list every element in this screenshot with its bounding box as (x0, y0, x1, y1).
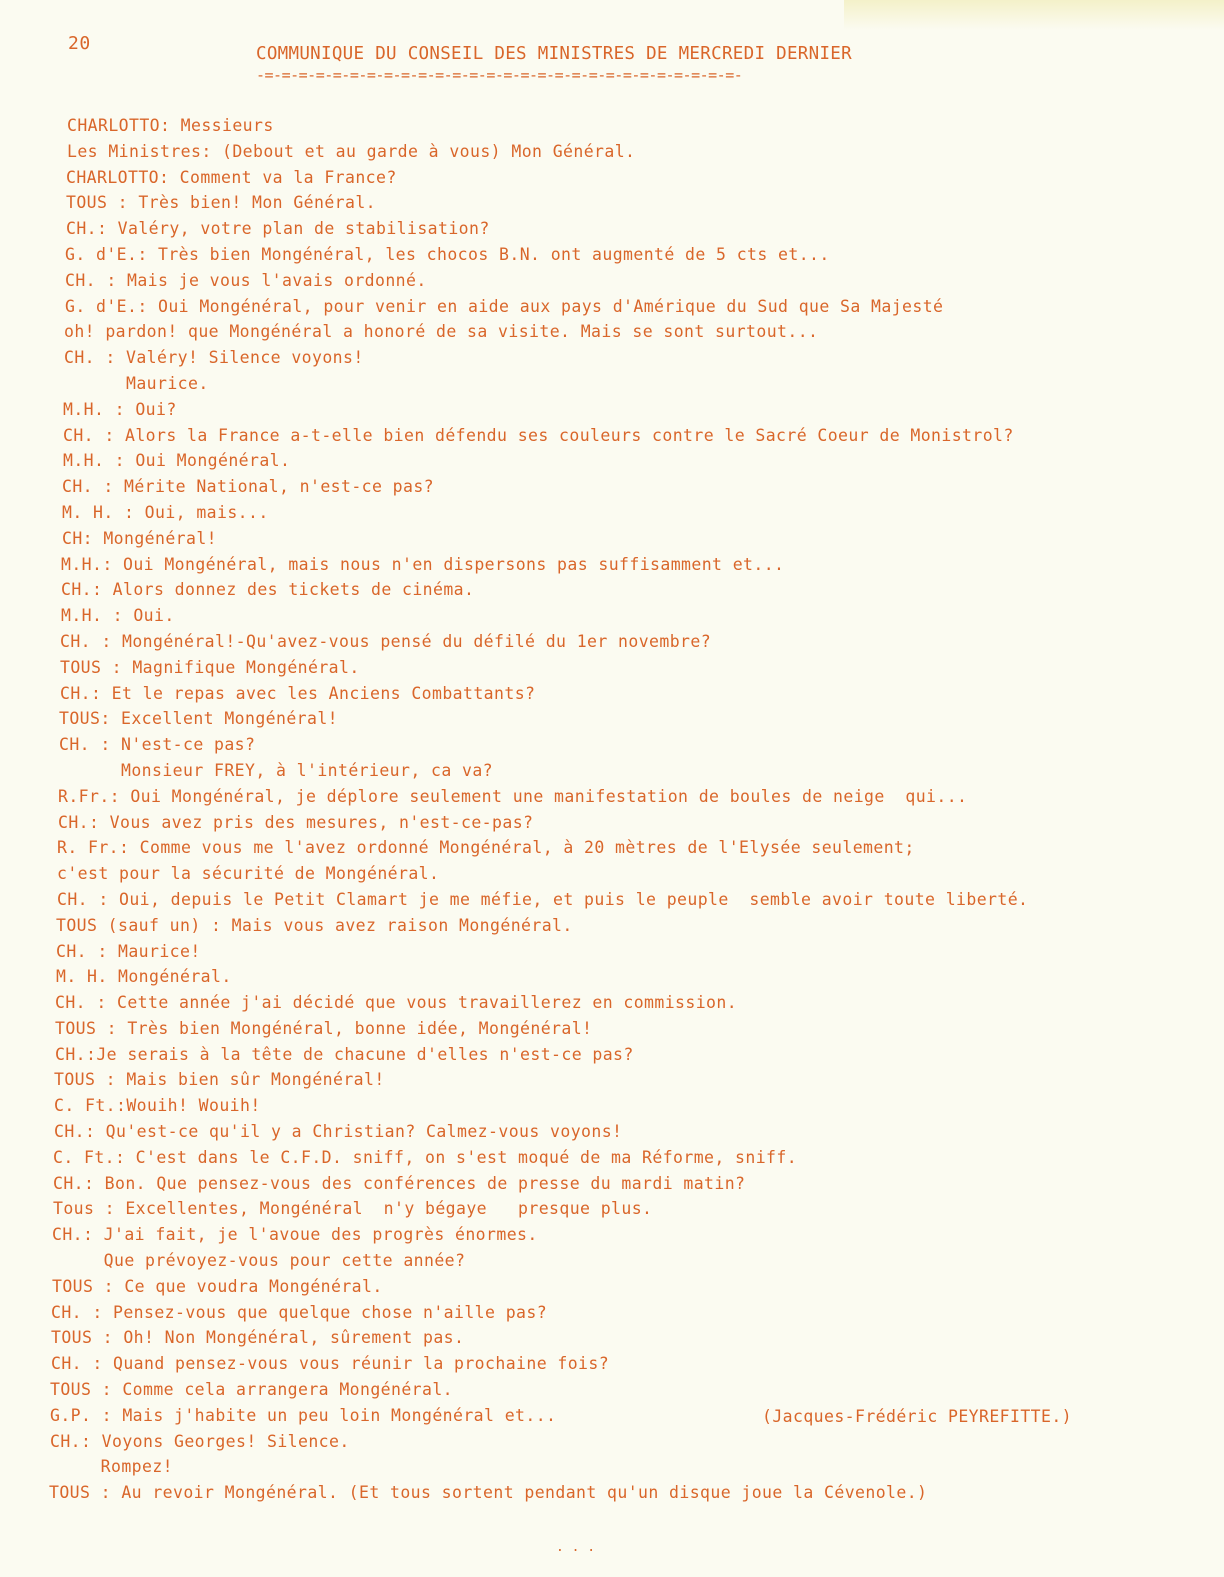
dialogue-line (0, 423, 1224, 449)
dialogue-line-text: TOUS : Très bien! Mon Général. (66, 193, 377, 213)
dialogue-line (0, 1248, 1224, 1274)
dialogue-line (0, 371, 1224, 397)
dialogue-line (0, 913, 1224, 939)
dialogue-line (0, 1196, 1224, 1222)
dialogue-line (0, 1016, 1224, 1042)
dialogue-line (0, 655, 1224, 681)
dialogue-line-text: CH.: Alors donnez des tickets de cinéma. (61, 580, 475, 600)
dialogue-line-text: M.H. : Oui Mongénéral. (63, 451, 291, 471)
dialogue-line (0, 732, 1224, 758)
dialogue-line (0, 706, 1224, 732)
dialogue-line (0, 1454, 1224, 1480)
dialogue-line-text: TOUS : Mais bien sûr Mongénéral! (54, 1070, 385, 1090)
dialogue-body (0, 113, 1224, 1506)
dialogue-line (0, 887, 1224, 913)
dialogue-line (0, 319, 1224, 345)
dialogue-line-text: CH. : Quand pensez-vous vous réunir la prochaine fois? (51, 1354, 610, 1374)
dialogue-line (0, 577, 1224, 603)
dialogue-line-text: Maurice. (64, 373, 209, 393)
dialogue-line-text: CH.:Je serais à la tête de chacune d'elles n'est-ce pas? (55, 1044, 634, 1064)
dialogue-line (0, 1480, 1224, 1506)
dialogue-line-text: CHARLOTTO: Messieurs (67, 116, 274, 135)
dialogue-line (0, 474, 1224, 500)
dialogue-line-text: M. H. : Oui, mais... (62, 502, 269, 522)
dialogue-line (0, 268, 1224, 294)
dialogue-line (0, 500, 1224, 526)
dialogue-line-text: Rompez! (49, 1457, 174, 1477)
dialogue-line (0, 448, 1224, 474)
dialogue-line-text: C. Ft.: C'est dans le C.F.D. sniff, on s'est moqué de ma Réforme, sniff. (53, 1147, 798, 1167)
dialogue-line (0, 1119, 1224, 1145)
dialogue-line-text: CH. : Mais je vous l'avais ordonné. (65, 270, 427, 290)
dialogue-line (0, 758, 1224, 784)
paper-stain (844, 0, 1224, 30)
dialogue-line-text: CH.: Vous avez pris des mesures, n'est-ce-pas? (58, 812, 534, 832)
dialogue-line (0, 1429, 1224, 1455)
dialogue-line (0, 835, 1224, 861)
dialogue-line-text: CH. : Oui, depuis le Petit Clamart je me méfie, et puis le peuple semble avoir toute liberté. (57, 889, 1029, 909)
dialogue-line (0, 1325, 1224, 1351)
dialogue-line (0, 216, 1224, 242)
dialogue-line-text: CH.: Voyons Georges! Silence. (50, 1431, 350, 1451)
dialogue-line-text: CH.: J'ai fait, je l'avoue des progrès énormes. (52, 1225, 538, 1245)
dialogue-line (0, 939, 1224, 965)
dialogue-line (0, 1300, 1224, 1326)
dialogue-line-text: TOUS : Ce que voudra Mongénéral. (52, 1276, 383, 1296)
dialogue-line (0, 603, 1224, 629)
dialogue-line-text: M.H.: Oui Mongénéral, mais nous n'en dispersons pas suffisamment et... (61, 554, 785, 574)
dialogue-line-text: CH: Mongénéral! (62, 528, 218, 548)
dialogue-line-text: TOUS : Très bien Mongénéral, bonne idée, Mongénéral! (55, 1018, 593, 1038)
dialogue-line (0, 526, 1224, 552)
dialogue-line-text: CH.: Qu'est-ce qu'il y a Christian? Calmez-vous voyons! (54, 1122, 623, 1142)
dialogue-line (0, 397, 1224, 423)
dialogue-line-text: CH. : Alors la France a-t-elle bien défendu ses couleurs contre le Sacré Coeur de Monistrol? (63, 425, 1014, 445)
page-title: COMMUNIQUE DU CONSEIL DES MINISTRES DE MERCREDI DERNIER (256, 44, 852, 64)
dialogue-line (0, 1067, 1224, 1093)
footer-mark: . . . (556, 1540, 596, 1555)
dialogue-line-text: CH. : Pensez-vous que quelque chose n'aille pas? (51, 1302, 548, 1322)
dialogue-line (0, 629, 1224, 655)
dialogue-line-text: CHARLOTTO: Comment va la France? (66, 167, 397, 187)
dialogue-line (0, 1145, 1224, 1171)
dialogue-line-text: M.H. : Oui? (63, 399, 177, 419)
dialogue-line (0, 1351, 1224, 1377)
dialogue-line-text: CH.: Bon. Que pensez-vous des conférences de presse du mardi matin? (53, 1173, 746, 1193)
dialogue-line (0, 990, 1224, 1016)
dialogue-line-text: TOUS : Au revoir Mongénéral. (Et tous sortent pendant qu'un disque joue la Cévenole.) (49, 1483, 928, 1503)
dialogue-line-text: G. d'E.: Très bien Mongénéral, les chocos B.N. ont augmenté de 5 cts et... (65, 244, 830, 264)
dialogue-line-text: R.Fr.: Oui Mongénéral, je déplore seulement une manifestation de boules de neige qui... (58, 786, 968, 806)
dialogue-line (0, 1093, 1224, 1119)
dialogue-line (0, 1042, 1224, 1068)
author-signature: (Jacques-Frédéric PEYREFITTE.) (762, 1407, 1073, 1426)
dialogue-line (0, 190, 1224, 216)
dialogue-line-text: R. Fr.: Comme vous me l'avez ordonné Mongénéral, à 20 mètres de l'Elysée seulement; (57, 838, 915, 858)
dialogue-line (0, 1377, 1224, 1403)
title-underline: -=-=-=-=-=-=-=-=-=-=-=-=-=-=-=-=-=-=-=-=-=-=-=-=-=-=-=-=- (256, 66, 743, 84)
dialogue-line (0, 810, 1224, 836)
dialogue-line (0, 139, 1224, 165)
dialogue-line-text: CH.: Et le repas avec les Anciens Combattants? (60, 683, 536, 703)
dialogue-line-text: CH. : Cette année j'ai décidé que vous travaillerez en commission. (55, 993, 738, 1013)
dialogue-line (0, 964, 1224, 990)
dialogue-line (0, 165, 1224, 191)
dialogue-line-text: M. H. Mongénéral. (56, 967, 232, 987)
dialogue-line (0, 345, 1224, 371)
page-number: 20 (68, 33, 91, 54)
dialogue-line-text: TOUS: Excellent Mongénéral! (59, 709, 339, 729)
dialogue-line (0, 784, 1224, 810)
dialogue-line (0, 113, 1224, 139)
dialogue-line-text: G. d'E.: Oui Mongénéral, pour venir en aide aux pays d'Amérique du Sud que Sa Majesté (65, 296, 944, 316)
dialogue-line-text: CH. : Mongénéral!-Qu'avez-vous pensé du défilé du 1er novembre? (60, 631, 712, 651)
dialogue-line-text: TOUS : Oh! Non Mongénéral, sûrement pas. (51, 1328, 465, 1348)
dialogue-line-text: c'est pour la sécurité de Mongénéral. (57, 864, 440, 884)
dialogue-line-text: Les Ministres: (Debout et au garde à vous) Mon Général. (67, 141, 636, 161)
dialogue-line-text: oh! pardon! que Mongénéral a honoré de sa visite. Mais se sont surtout... (64, 322, 819, 342)
dialogue-line-text: Tous : Excellentes, Mongénéral n'y bégaye presque plus. (53, 1199, 653, 1219)
dialogue-line-text: C. Ft.:Wouih! Wouih! (54, 1096, 261, 1116)
dialogue-line-text: CH.: Valéry, votre plan de stabilisation? (66, 219, 490, 239)
dialogue-line (0, 681, 1224, 707)
dialogue-line (0, 1171, 1224, 1197)
dialogue-line-text: CH. : Maurice! (56, 941, 201, 961)
dialogue-line-text: CH. : N'est-ce pas? (59, 735, 256, 755)
dialogue-line-text: TOUS : Magnifique Mongénéral. (60, 657, 360, 677)
dialogue-line (0, 552, 1224, 578)
dialogue-line (0, 1274, 1224, 1300)
dialogue-line-text: CH. : Valéry! Silence voyons! (64, 348, 364, 368)
dialogue-line-text: Monsieur FREY, à l'intérieur, ca va? (59, 760, 494, 780)
dialogue-line (0, 1222, 1224, 1248)
dialogue-line (0, 294, 1224, 320)
dialogue-line-text: TOUS : Comme cela arrangera Mongénéral. (50, 1380, 454, 1400)
dialogue-line-text: CH. : Mérite National, n'est-ce pas? (62, 477, 435, 497)
dialogue-line (0, 861, 1224, 887)
dialogue-line-text: G.P. : Mais j'habite un peu loin Mongénéral et... (50, 1405, 557, 1425)
dialogue-line (0, 242, 1224, 268)
dialogue-line-text: Que prévoyez-vous pour cette année? (52, 1251, 466, 1271)
dialogue-line-text: TOUS (sauf un) : Mais vous avez raison Mongénéral. (56, 915, 573, 935)
dialogue-line-text: M.H. : Oui. (61, 606, 175, 626)
